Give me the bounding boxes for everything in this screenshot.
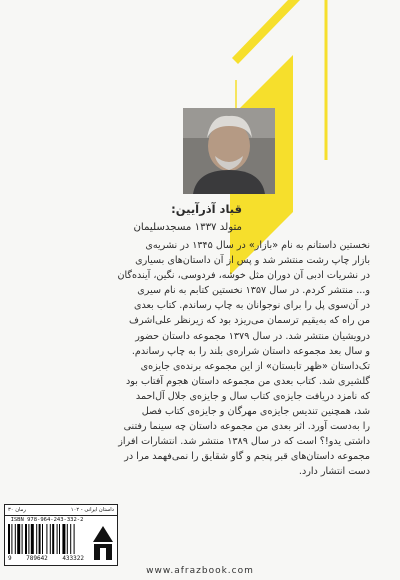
category-label: رمان ۳۰	[8, 507, 26, 513]
barcode-digit-group: 9	[8, 555, 12, 562]
bio-line: و سال بعد مجموعه داستان شراره‌ی بلند را به چاپ رساندم.	[131, 345, 370, 357]
publisher-logo-icon	[91, 524, 115, 562]
barcode-header	[5, 505, 117, 516]
bio-line: در آن‌سوی پل را برای نوجوانان به چاپ رساندم. کتاب بعدی	[133, 300, 370, 312]
barcode-digit-group: 789642	[26, 555, 48, 562]
isbn-text: ISBN 978-964-243-332-2	[10, 517, 84, 523]
yellow-upper-slant	[232, 0, 300, 64]
bio-line: شد، همچنین تندیس جایزه‌ی مهرگان و جایزه‌ی کتاب فصل	[141, 406, 370, 418]
bio-line: که نامزد دریافت جایزه‌ی کتاب سال و جایزه‌ی جلال آل‌احمد	[135, 390, 370, 402]
bio-line: تک‌داستان «ظهر تابستان» از این مجموعه برنده‌ی جایزه‌ی	[140, 360, 370, 372]
bio-line: و... منتشر کردم. در سال ۱۳۵۷ نخستین کتابم به نام سیری	[137, 285, 370, 297]
barcode-box	[4, 504, 118, 566]
publisher-website: www.afrazbook.com	[146, 566, 254, 576]
author-name: قباد آذرآیین:	[171, 202, 242, 216]
author-bio	[44, 238, 370, 480]
series-label: داستان ایرانی - ۱۰۲	[70, 507, 114, 513]
author-photo	[183, 108, 275, 194]
bio-line: دست انتشار دارد.	[298, 466, 370, 478]
bio-line: بازار چاپ رشت منتشر شد و پس از آن داستان‌های بسیاری	[135, 255, 370, 267]
bio-line: داشتی یدو!؟ است که در سال ۱۳۸۹ منتشر شد. انتشارات افراز	[118, 436, 370, 448]
bio-line: را به‌دست آورد. اثر بعدی من مجموعه داستان چه سینما رفتنی	[123, 421, 370, 433]
bio-line: من راه که به‌یقیم ترسمان می‌ریزد بود که زیرنظر علی‌اشرف	[129, 315, 370, 327]
barcode-icon	[8, 524, 86, 554]
bio-line: درویشیان منتشر شد. در سال ۱۳۷۹ مجموعه داستان حضور	[135, 330, 370, 342]
barcode-digits	[8, 555, 84, 562]
barcode-digit-group: 433322	[62, 555, 84, 562]
bio-line: در نشریات ادبی آن دوران مثل خوشه، فردوسی، نگین، آینده‌گان	[117, 270, 370, 282]
bio-line: گلشیری شد. کتاب بعدی من مجموعه داستان هجوم آفتاب بود	[126, 375, 370, 387]
bio-line: نخستین داستانم به نام «بازار» در سال ۱۳۴۵ در نشریه‌ی	[145, 240, 370, 251]
author-born: متولد ۱۳۳۷ مسجدسلیمان	[133, 222, 242, 233]
bio-line: مجموعه داستان‌های قبر پنجم و گاو شقایق را نمی‌فهمد مرا در	[124, 451, 370, 463]
